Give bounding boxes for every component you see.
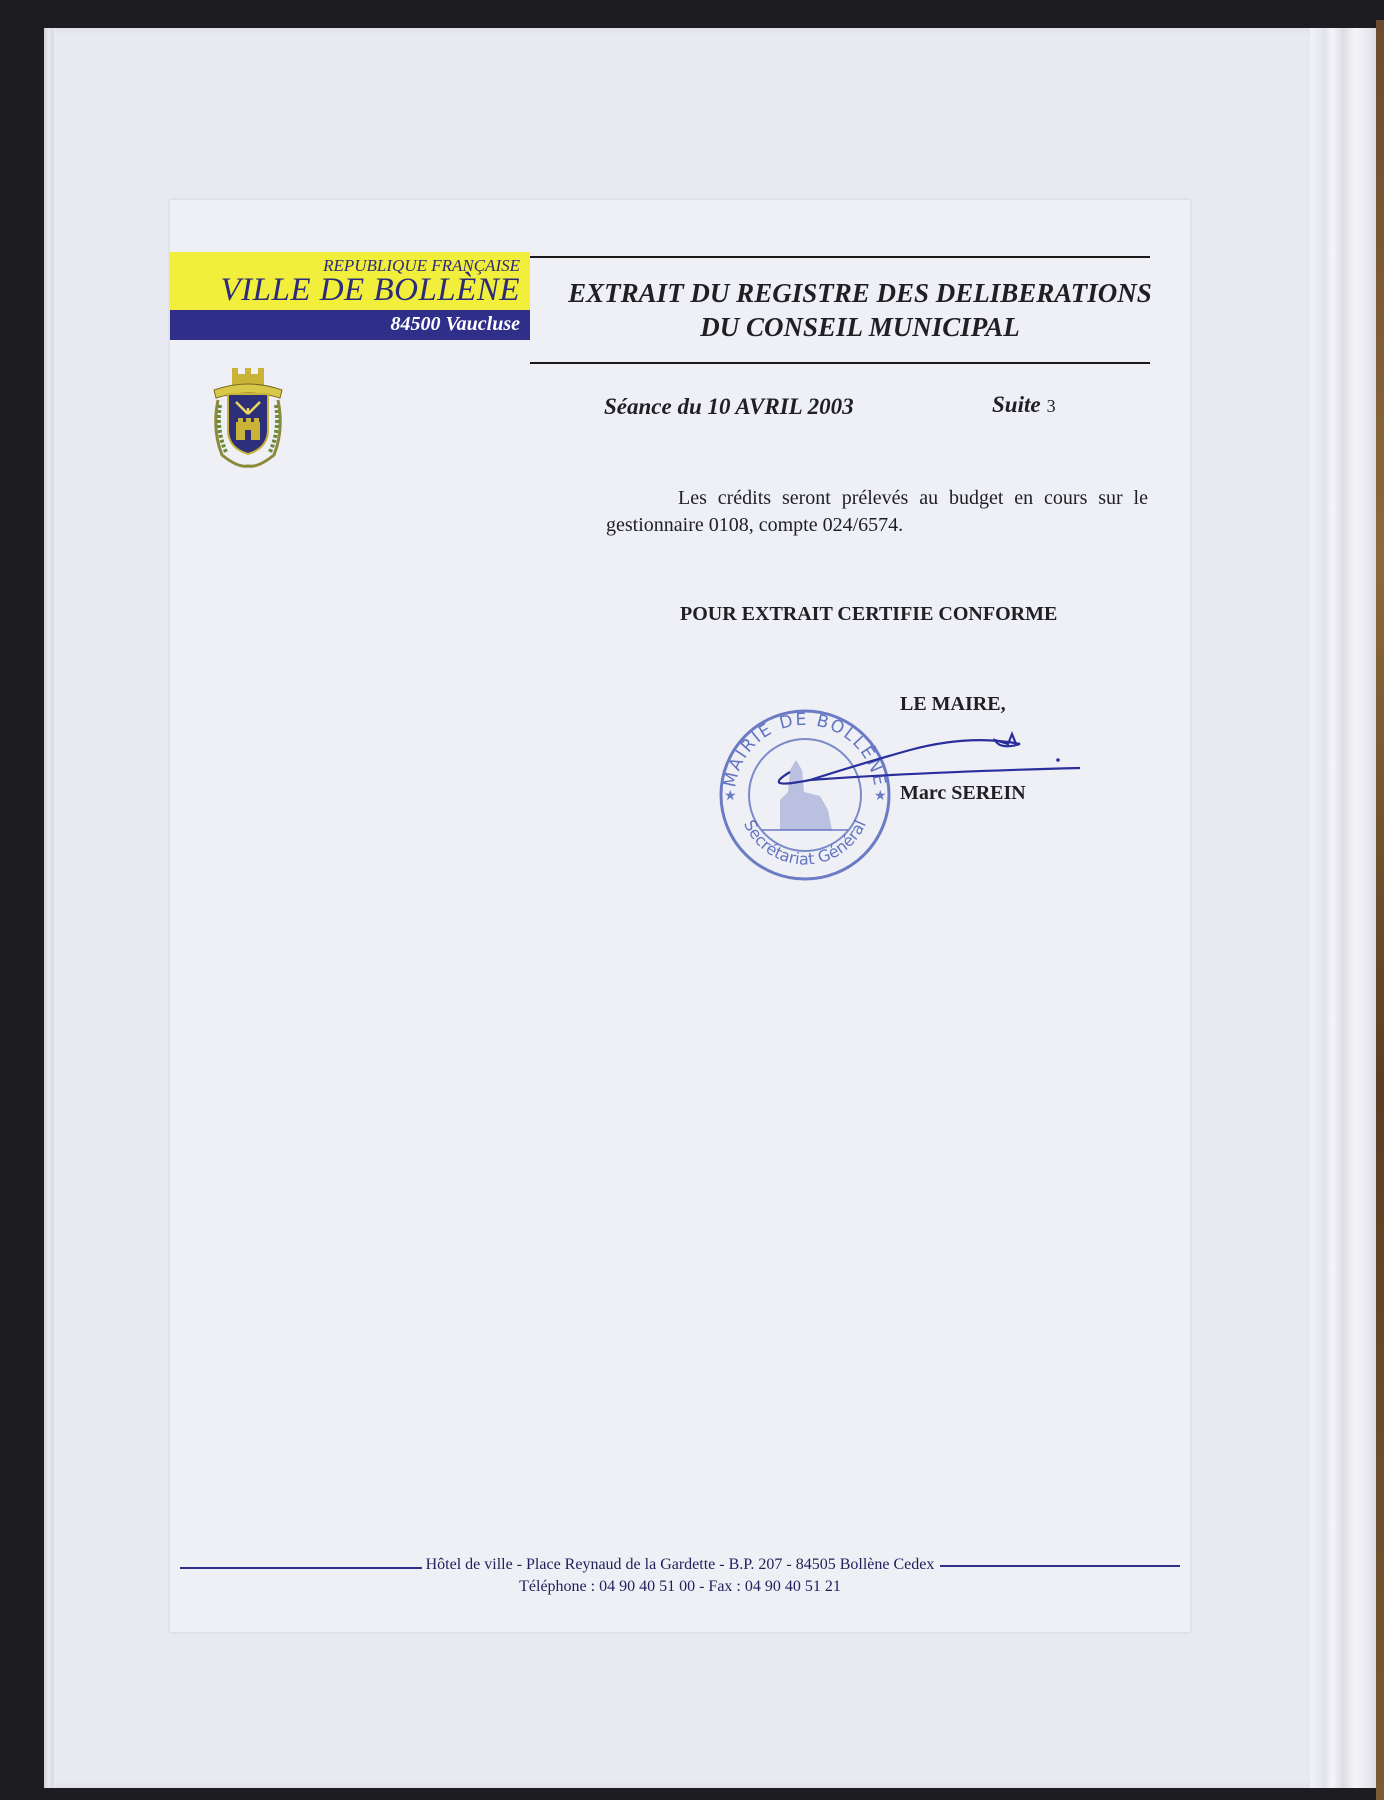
suite-number: 3: [1046, 396, 1056, 416]
suite-label: Suite: [992, 392, 1041, 417]
binder-spine: [1310, 28, 1384, 1788]
footer-phone: Téléphone : 04 90 40 51 00 - Fax : 04 90 40 51 21: [519, 1578, 841, 1595]
title-rule-top: [530, 256, 1150, 258]
coat-of-arms-icon: [208, 360, 288, 470]
logo-yellow-band: [170, 252, 530, 310]
page-stack-edge: [44, 28, 56, 1788]
signatory-title: LE MAIRE,: [900, 693, 1006, 715]
page-continuation: [992, 392, 1056, 418]
postcode-label: 84500 Vaucluse: [390, 313, 520, 335]
svg-text:★: ★: [874, 788, 887, 804]
session-date: Séance du 10 AVRIL 2003: [604, 394, 854, 419]
signatory-name: Marc SEREIN: [900, 782, 1026, 804]
republique-label: REPUBLIQUE FRANÇAISE: [323, 256, 520, 275]
town-name: VILLE DE BOLLÈNE: [220, 272, 520, 308]
letterhead-logo: [170, 252, 530, 342]
title-line-2: DU CONSEIL MUNICIPAL: [700, 312, 1020, 342]
body-paragraph: Les crédits seront prélevés au budget en cours sur le gestionnaire 0108, compte 024/6574.: [606, 487, 1148, 536]
mayor-signature-icon: [770, 720, 1090, 790]
document-sheet: [170, 200, 1190, 1632]
title-line-1: EXTRAIT DU REGISTRE DES DELIBERATIONS: [568, 278, 1152, 308]
title-rule-bottom: [530, 362, 1150, 364]
certification-line: POUR EXTRAIT CERTIFIE CONFORME: [680, 603, 1058, 625]
footer-address: Hôtel de ville - Place Reynaud de la Gardette - B.P. 207 - 84505 Bollène Cedex: [425, 1556, 935, 1573]
stamp-top-text: MAIRIE DE BOLLÈNE: [720, 709, 890, 790]
svg-text:★: ★: [724, 788, 737, 804]
stamp-bottom-text: Secrétariat Général: [740, 816, 870, 869]
logo-blue-band: [170, 310, 530, 340]
document-title: [530, 276, 1190, 344]
binder-edge: [1376, 20, 1384, 1800]
